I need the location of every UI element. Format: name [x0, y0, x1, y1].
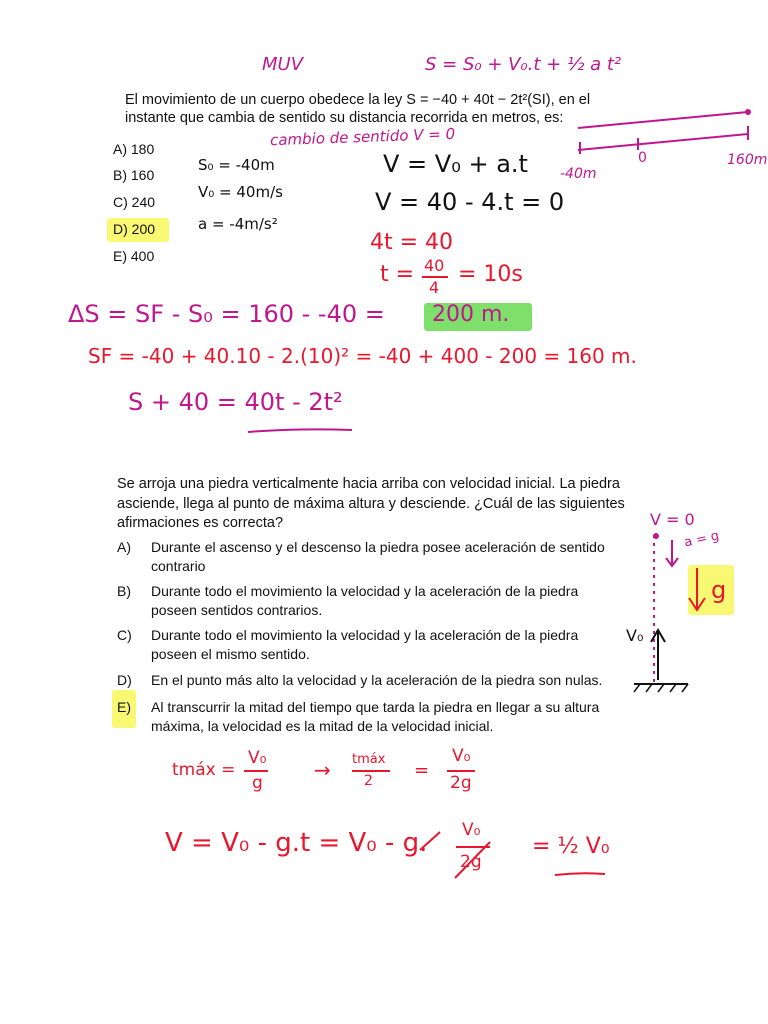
q2-option-d-label: D) [117, 672, 132, 688]
work-s-line: S + 40 = 40t - 2t² [128, 388, 343, 416]
q2-option-b-label: B) [117, 583, 131, 599]
work-arrow: → [314, 758, 331, 782]
diagram-v0: V₀ [626, 626, 644, 645]
work-t-num: 40 [424, 256, 445, 275]
work-delta-result: 200 m. [432, 302, 510, 327]
work-half-num: V₀ [452, 746, 471, 766]
given-a: a = -4m/s² [198, 215, 278, 233]
q2-option-a-text-1: Durante el ascenso y el descenso la piedra posee aceleración de sentido [151, 539, 605, 555]
q2-option-c-text-2: poseen el mismo sentido. [151, 646, 310, 662]
note-change-direction: cambio de sentido V = 0 [269, 124, 456, 150]
given-v0: V₀ = 40m/s [198, 183, 283, 201]
q2-option-b-text-2: poseen sentidos contrarios. [151, 602, 323, 618]
handwritten-muv: MUV [262, 54, 304, 75]
work-tmax-bar [244, 770, 268, 772]
q1-option-b[interactable]: B) 160 [113, 167, 155, 183]
diagram-label-neg40: -40m [560, 166, 597, 182]
q2-option-c-text-1: Durante todo el movimiento la velocidad y la aceleración de la piedra [151, 627, 579, 643]
q2-statement-line3: afirmaciones es correcta? [117, 515, 284, 531]
q2-option-e-text-2: máxima, la velocidad es la mitad de la velocidad inicial. [151, 718, 494, 734]
work-t-prefix: t = [380, 262, 415, 287]
q1-option-e[interactable]: E) 400 [113, 248, 155, 264]
work-delta-s: ΔS = SF - S₀ = 160 - -40 = [68, 300, 385, 328]
q1-option-c[interactable]: C) 240 [113, 194, 156, 210]
work-half-lhs: tmáx [352, 752, 386, 767]
q1-statement-line2: instante que cambia de sentido su distancia recorrida en metros, es: [125, 110, 564, 126]
work-v-frac-num: V₀ [462, 820, 481, 840]
work-tmax-lhs: tmáx = [172, 760, 236, 780]
q2-option-e-text-1: Al transcurrir la mitad del tiempo que tarda la piedra en llegar a su altura [151, 699, 600, 715]
q2-option-a-text-2: contrario [151, 558, 206, 574]
work-tmax-den: g [252, 773, 263, 793]
work-t-result: = 10s [458, 262, 523, 287]
work-v-equation: V = V₀ + a.t [383, 150, 528, 178]
work-sf-line: SF = -40 + 40.10 - 2.(10)² = -40 + 400 - 200 = 160 m. [88, 344, 637, 368]
given-s0: S₀ = -40m [198, 156, 275, 174]
work-half-den: 2 [364, 773, 373, 789]
work-tmax-num: V₀ [248, 748, 267, 768]
q2-option-c-label: C) [117, 627, 132, 643]
work-v-solved: V = 40 - 4.t = 0 [375, 188, 565, 216]
work-4t: 4t = 40 [370, 230, 454, 255]
work-v-result: = ½ V₀ [532, 834, 610, 859]
q1-statement-line1: El movimiento de un cuerpo obedece la ley S = −40 + 40t − 2t²(SI), en el [125, 92, 591, 108]
q2-option-d-text-1: En el punto más alto la velocidad y la aceleración de la piedra son nulas. [151, 672, 603, 688]
work-half-bar [352, 770, 390, 772]
q1-option-d[interactable]: D) 200 [113, 221, 156, 237]
work-v-line: V = V₀ - g.t = V₀ - g. [165, 828, 428, 858]
diagram-v-zero: V = 0 [650, 510, 695, 529]
work-t-den: 4 [429, 278, 440, 297]
q2-option-e-label: E) [117, 699, 131, 715]
diagram-label-160: 160m [727, 152, 768, 168]
work-half-eq: = [414, 760, 430, 781]
q2-option-a-label: A) [117, 539, 131, 555]
work-half-den2: 2g [450, 773, 472, 793]
diagram-g: g [711, 576, 727, 604]
q1-option-a[interactable]: A) 180 [113, 141, 155, 157]
work-v-frac-den: 2g [460, 852, 482, 872]
diagram-a-equals-g: a = g [682, 528, 721, 551]
q2-statement-line2: asciende, llega al punto de máxima altura y desciende. ¿Cuál de las siguientes [117, 496, 625, 512]
work-half-bar2 [447, 770, 475, 772]
q2-option-b-text-1: Durante todo el movimiento la velocidad y la aceleración de la piedra [151, 583, 579, 599]
work-v-frac-bar [456, 846, 490, 848]
diagram-label-zero: 0 [638, 150, 647, 166]
q2-statement-line1: Se arroja una piedra verticalmente hacia arriba con velocidad inicial. La piedra [117, 476, 620, 492]
handwritten-formula: S = S₀ + V₀.t + ½ a t² [425, 54, 622, 75]
